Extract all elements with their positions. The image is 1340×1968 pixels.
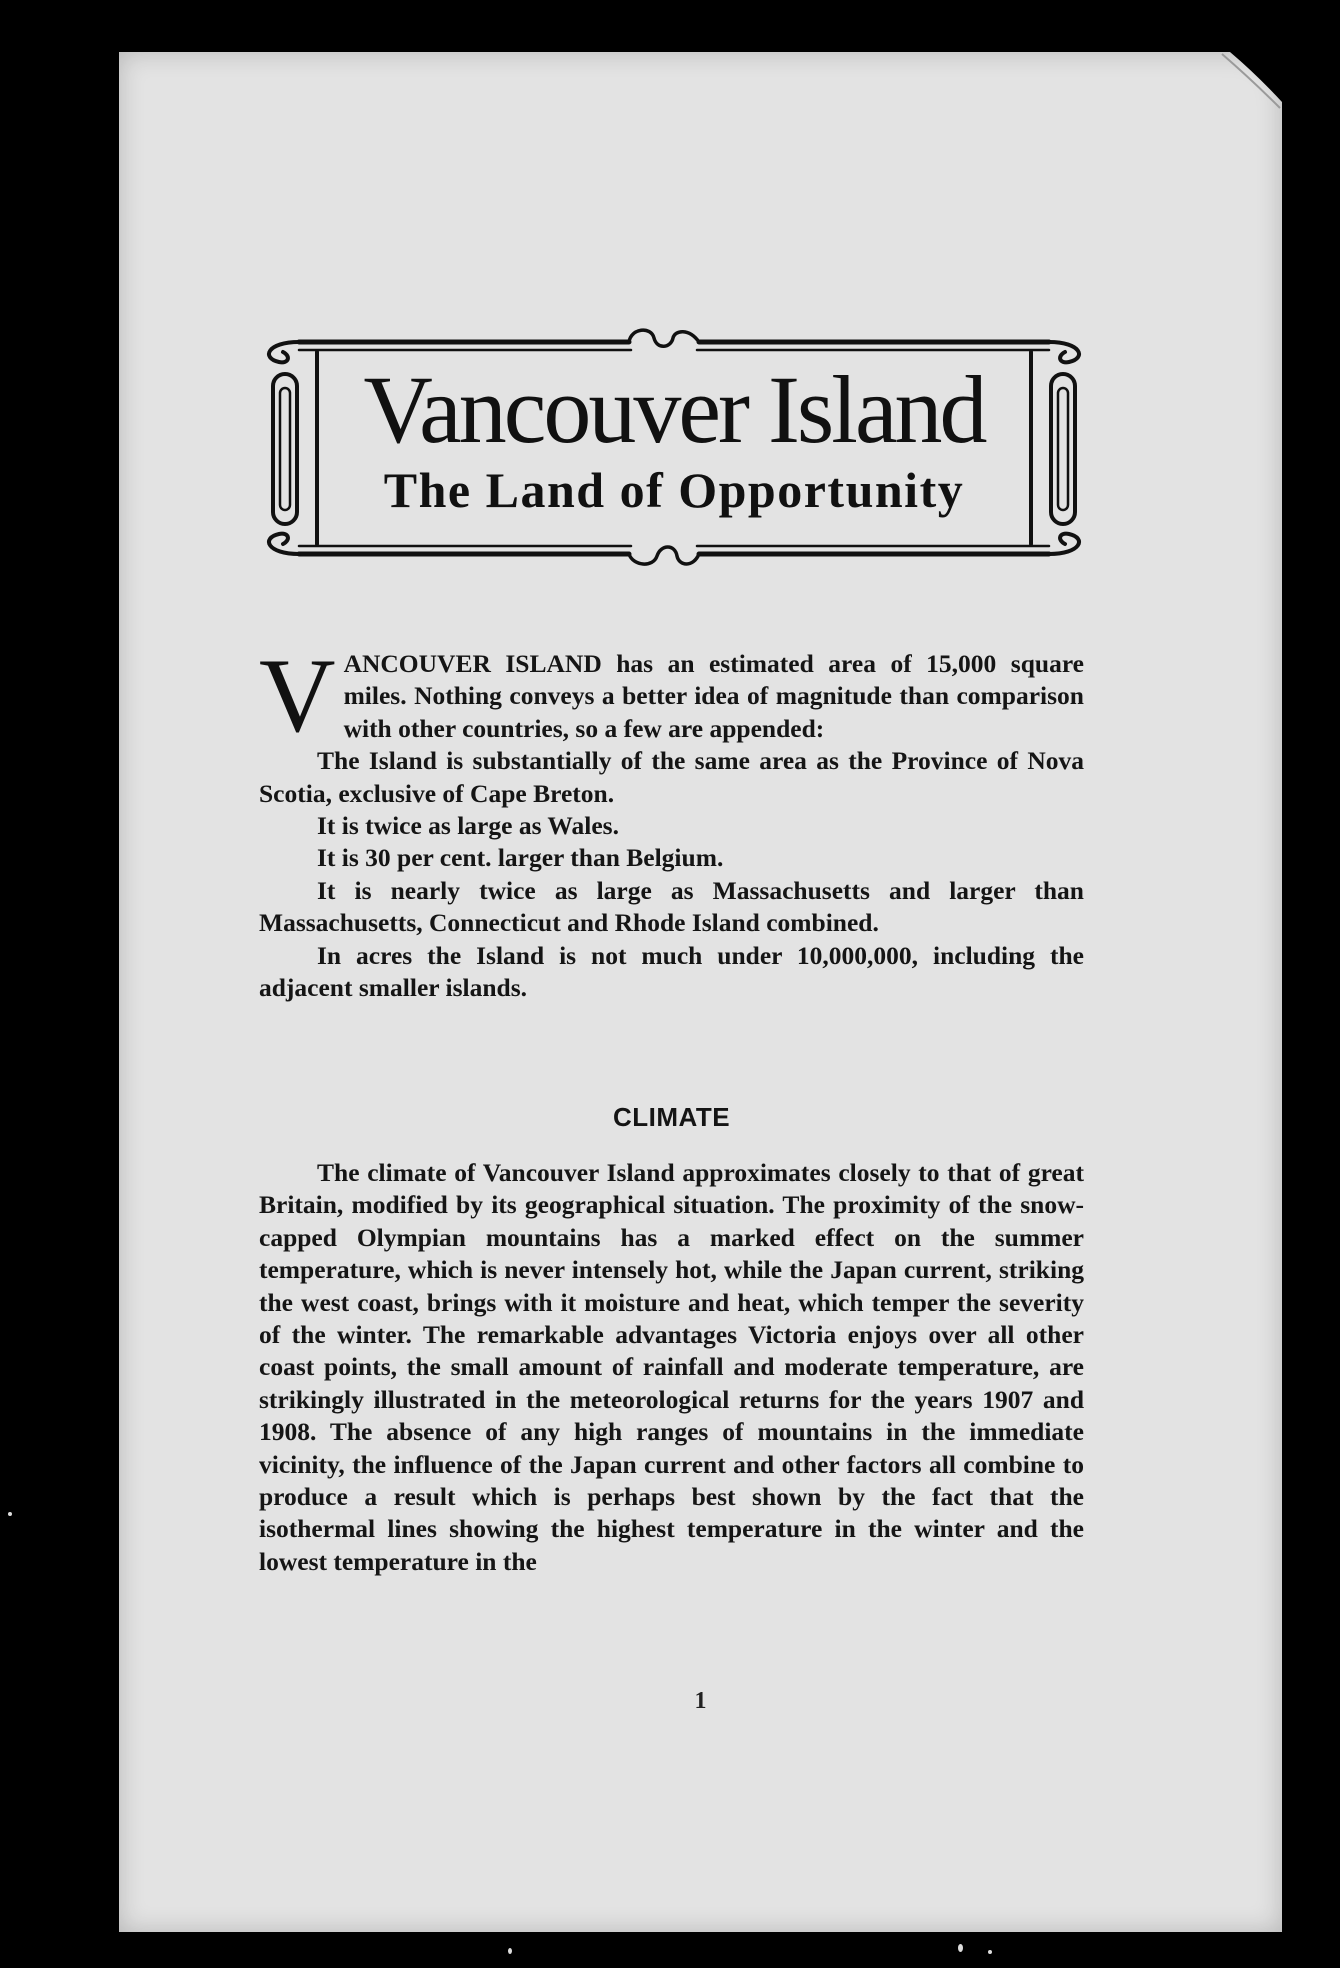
comparison-paragraph: It is nearly twice as large as Massachusetts and larger than Massachusetts, Connecticut and Rhode Island combined. (259, 875, 1084, 938)
comparison-paragraph: It is twice as large as Wales. (317, 811, 619, 841)
document-page (119, 52, 1282, 1932)
scan-speck (8, 1512, 12, 1516)
banner-title: Vancouver Island (363, 356, 985, 463)
intro-paragraph (259, 637, 1084, 754)
comparison-paragraph: It is 30 per cent. larger than Belgium. (317, 843, 724, 873)
comparison-paragraph: In acres the Island is not much under 10,000,000, including the adjacent smaller islands. (259, 940, 1084, 1003)
scan-speck (988, 1950, 992, 1954)
intro-paragraph-text: ANCOUVER ISLAND has an estimated area of 15,000 square miles. Nothing conveys a better idea of magnitude than comparison with other countries, so a few are appended: (343, 649, 1084, 743)
comparison-paragraph: The Island is substantially of the same area as the Province of Nova Scotia, exclusive of Cape Breton. (259, 746, 1084, 808)
climate-paragraph: The climate of Vancouver Island approximates closely to that of great Britain, modified by its geographical situation. The proximity of the snow-capped Olympian mountains has a marked effect on the summer temperature, which is never intensely hot, while the Japan current, striking the west coast, brings with it moisture and heat, which temper the severity of the winter. The remarkable advantages Victoria enjoys over all other coast points, the small amount of rainfall and moderate temperature, are strikingly illustrated in the meteorological returns for the years 1907 and 1908. The absence of any high ranges of mountains in the immediate vicinity, the influence of the Japan current and other factors all combine to produce a result which is perhaps best shown by the fact that the isothermal lines showing the highest temperature in the winter and the lowest temperature in the (259, 1158, 1084, 1576)
scan-speck (508, 1948, 512, 1954)
scan-speck (958, 1944, 963, 1952)
section-heading: CLIMATE (612, 1102, 731, 1132)
banner-subtitle: The Land of Opportunity (383, 462, 965, 518)
climate-section (259, 1157, 1084, 1578)
page-corner-fold (1212, 52, 1282, 122)
page-number: 1 (694, 1688, 707, 1714)
title-banner (259, 322, 1089, 582)
drop-cap: V (259, 637, 336, 754)
intro-section (259, 637, 1084, 1004)
